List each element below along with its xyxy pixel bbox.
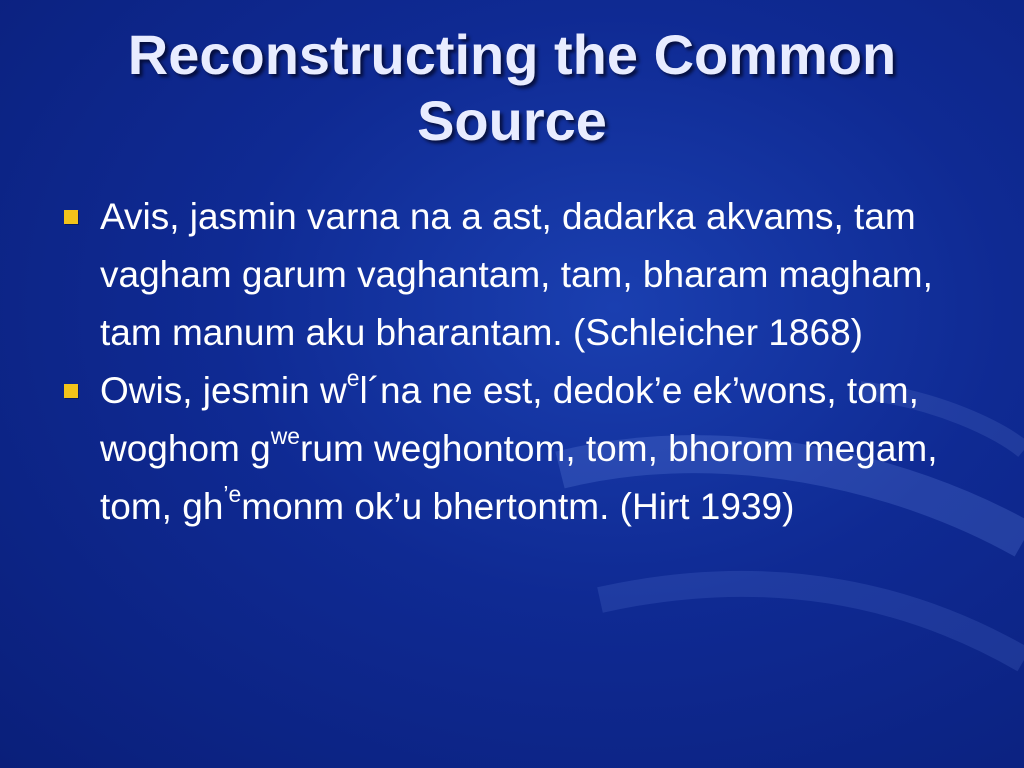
bullet-text-segment: Owis, jesmin w xyxy=(100,370,347,411)
bullet-square-icon xyxy=(64,384,78,398)
bullet-item-hirt xyxy=(62,362,972,536)
superscript-apostrophe-e: ’e xyxy=(223,481,242,508)
bullet-text-schleicher: Avis, jasmin varna na a ast, dadarka akvams, tam vagham garum vaghantam, tam, bharam magham, tam manum aku bharantam. (Schleicher 1868) xyxy=(100,196,933,353)
bullet-item-schleicher xyxy=(62,188,972,362)
bullet-text-segment: monm ok’u bhertontm. (Hirt 1939) xyxy=(241,486,795,527)
bullet-text-segment: l´na ne est, dedok’e ek’wons, tom, woghom g xyxy=(100,370,919,469)
bullet-text-segment: rum weghontom, tom, bhorom megam, tom, gh xyxy=(100,428,938,527)
superscript-e: e xyxy=(346,365,360,392)
slide-title: Reconstructing the Common Source xyxy=(127,23,897,152)
bullet-square-icon xyxy=(64,210,78,224)
bullet-list xyxy=(62,188,972,536)
superscript-we: we xyxy=(270,423,301,450)
